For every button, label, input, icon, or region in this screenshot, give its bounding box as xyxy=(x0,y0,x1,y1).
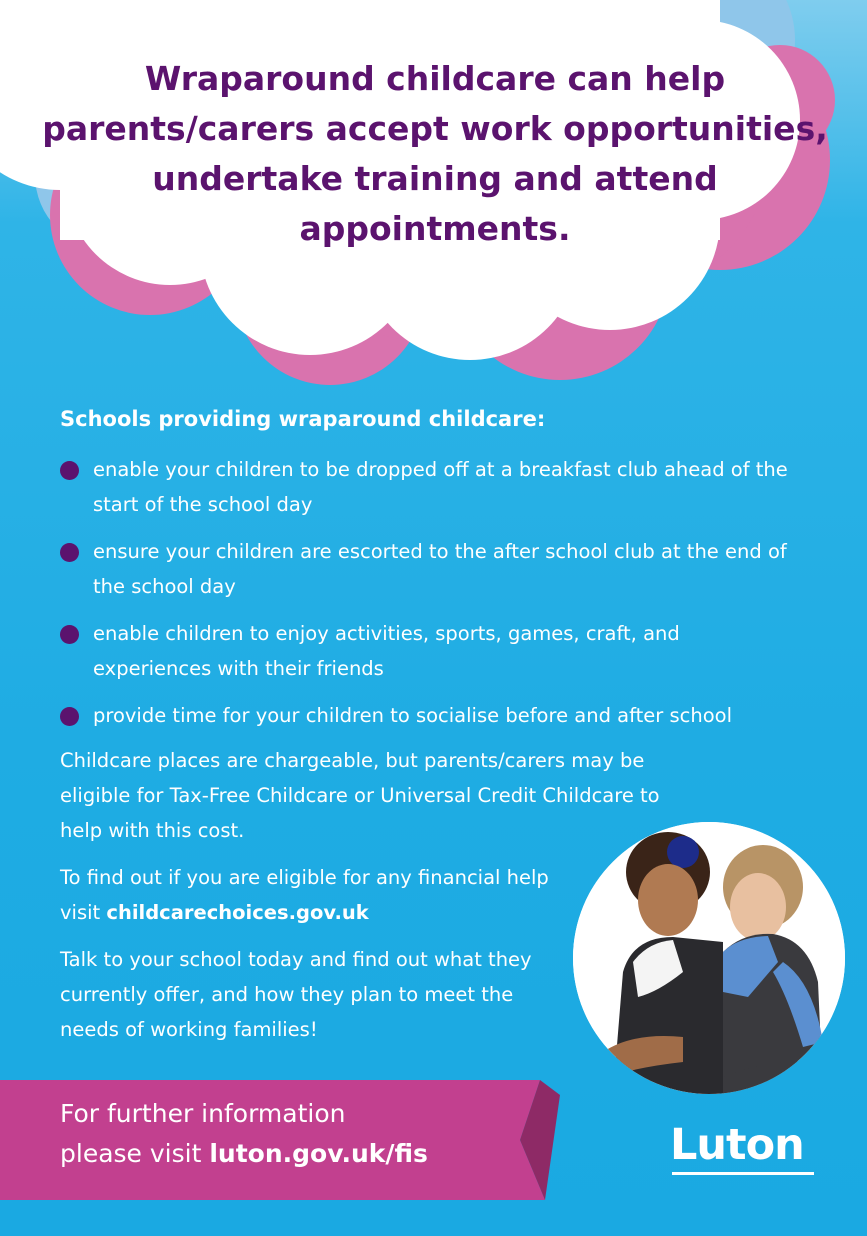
bullet-dot-icon xyxy=(60,543,79,562)
luton-logo: Luton xyxy=(670,1120,804,1170)
children-illustration xyxy=(573,822,845,1094)
headline: Wraparound childcare can help parents/carers accept work opportunities, undertake training and attend appointments. xyxy=(42,59,828,248)
section-title: Schools providing wraparound childcare: xyxy=(60,407,546,431)
logo-underline xyxy=(672,1172,814,1175)
list-item xyxy=(60,534,793,604)
list-item-text: enable children to enjoy activities, sports, games, craft, and experiences with their friends xyxy=(93,622,680,680)
footer-info xyxy=(60,1094,428,1174)
eligibility-text: To find out if you are eligible for any financial help visit xyxy=(60,866,549,924)
bullet-dot-icon xyxy=(60,625,79,644)
list-item xyxy=(60,698,833,733)
childcarechoices-link[interactable]: childcarechoices.gov.uk xyxy=(106,901,369,924)
benefits-list xyxy=(60,452,820,733)
children-photo xyxy=(573,822,845,1094)
bullet-dot-icon xyxy=(60,461,79,480)
list-item-text: provide time for your children to socialise before and after school xyxy=(93,704,733,727)
list-item-text: ensure your children are escorted to the after school club at the end of the school day xyxy=(93,540,787,598)
footer-line1: For further information xyxy=(60,1099,346,1128)
list-item-text: enable your children to be dropped off at a breakfast club ahead of the start of the school day xyxy=(93,458,788,516)
bullet-dot-icon xyxy=(60,707,79,726)
talk-paragraph: Talk to your school today and find out what they currently offer, and how they plan to meet the needs of working families! xyxy=(60,948,532,1041)
cost-paragraph: Childcare places are chargeable, but parents/carers may be eligible for Tax-Free Childcare or Universal Credit Childcare to help with this cost. xyxy=(60,749,660,842)
fis-link[interactable]: luton.gov.uk/fis xyxy=(209,1139,428,1168)
footer-line2 xyxy=(60,1139,428,1168)
eligibility-paragraph xyxy=(60,860,560,930)
list-item xyxy=(60,616,793,686)
list-item xyxy=(60,452,793,522)
footer-line2-text: please visit xyxy=(60,1139,210,1168)
